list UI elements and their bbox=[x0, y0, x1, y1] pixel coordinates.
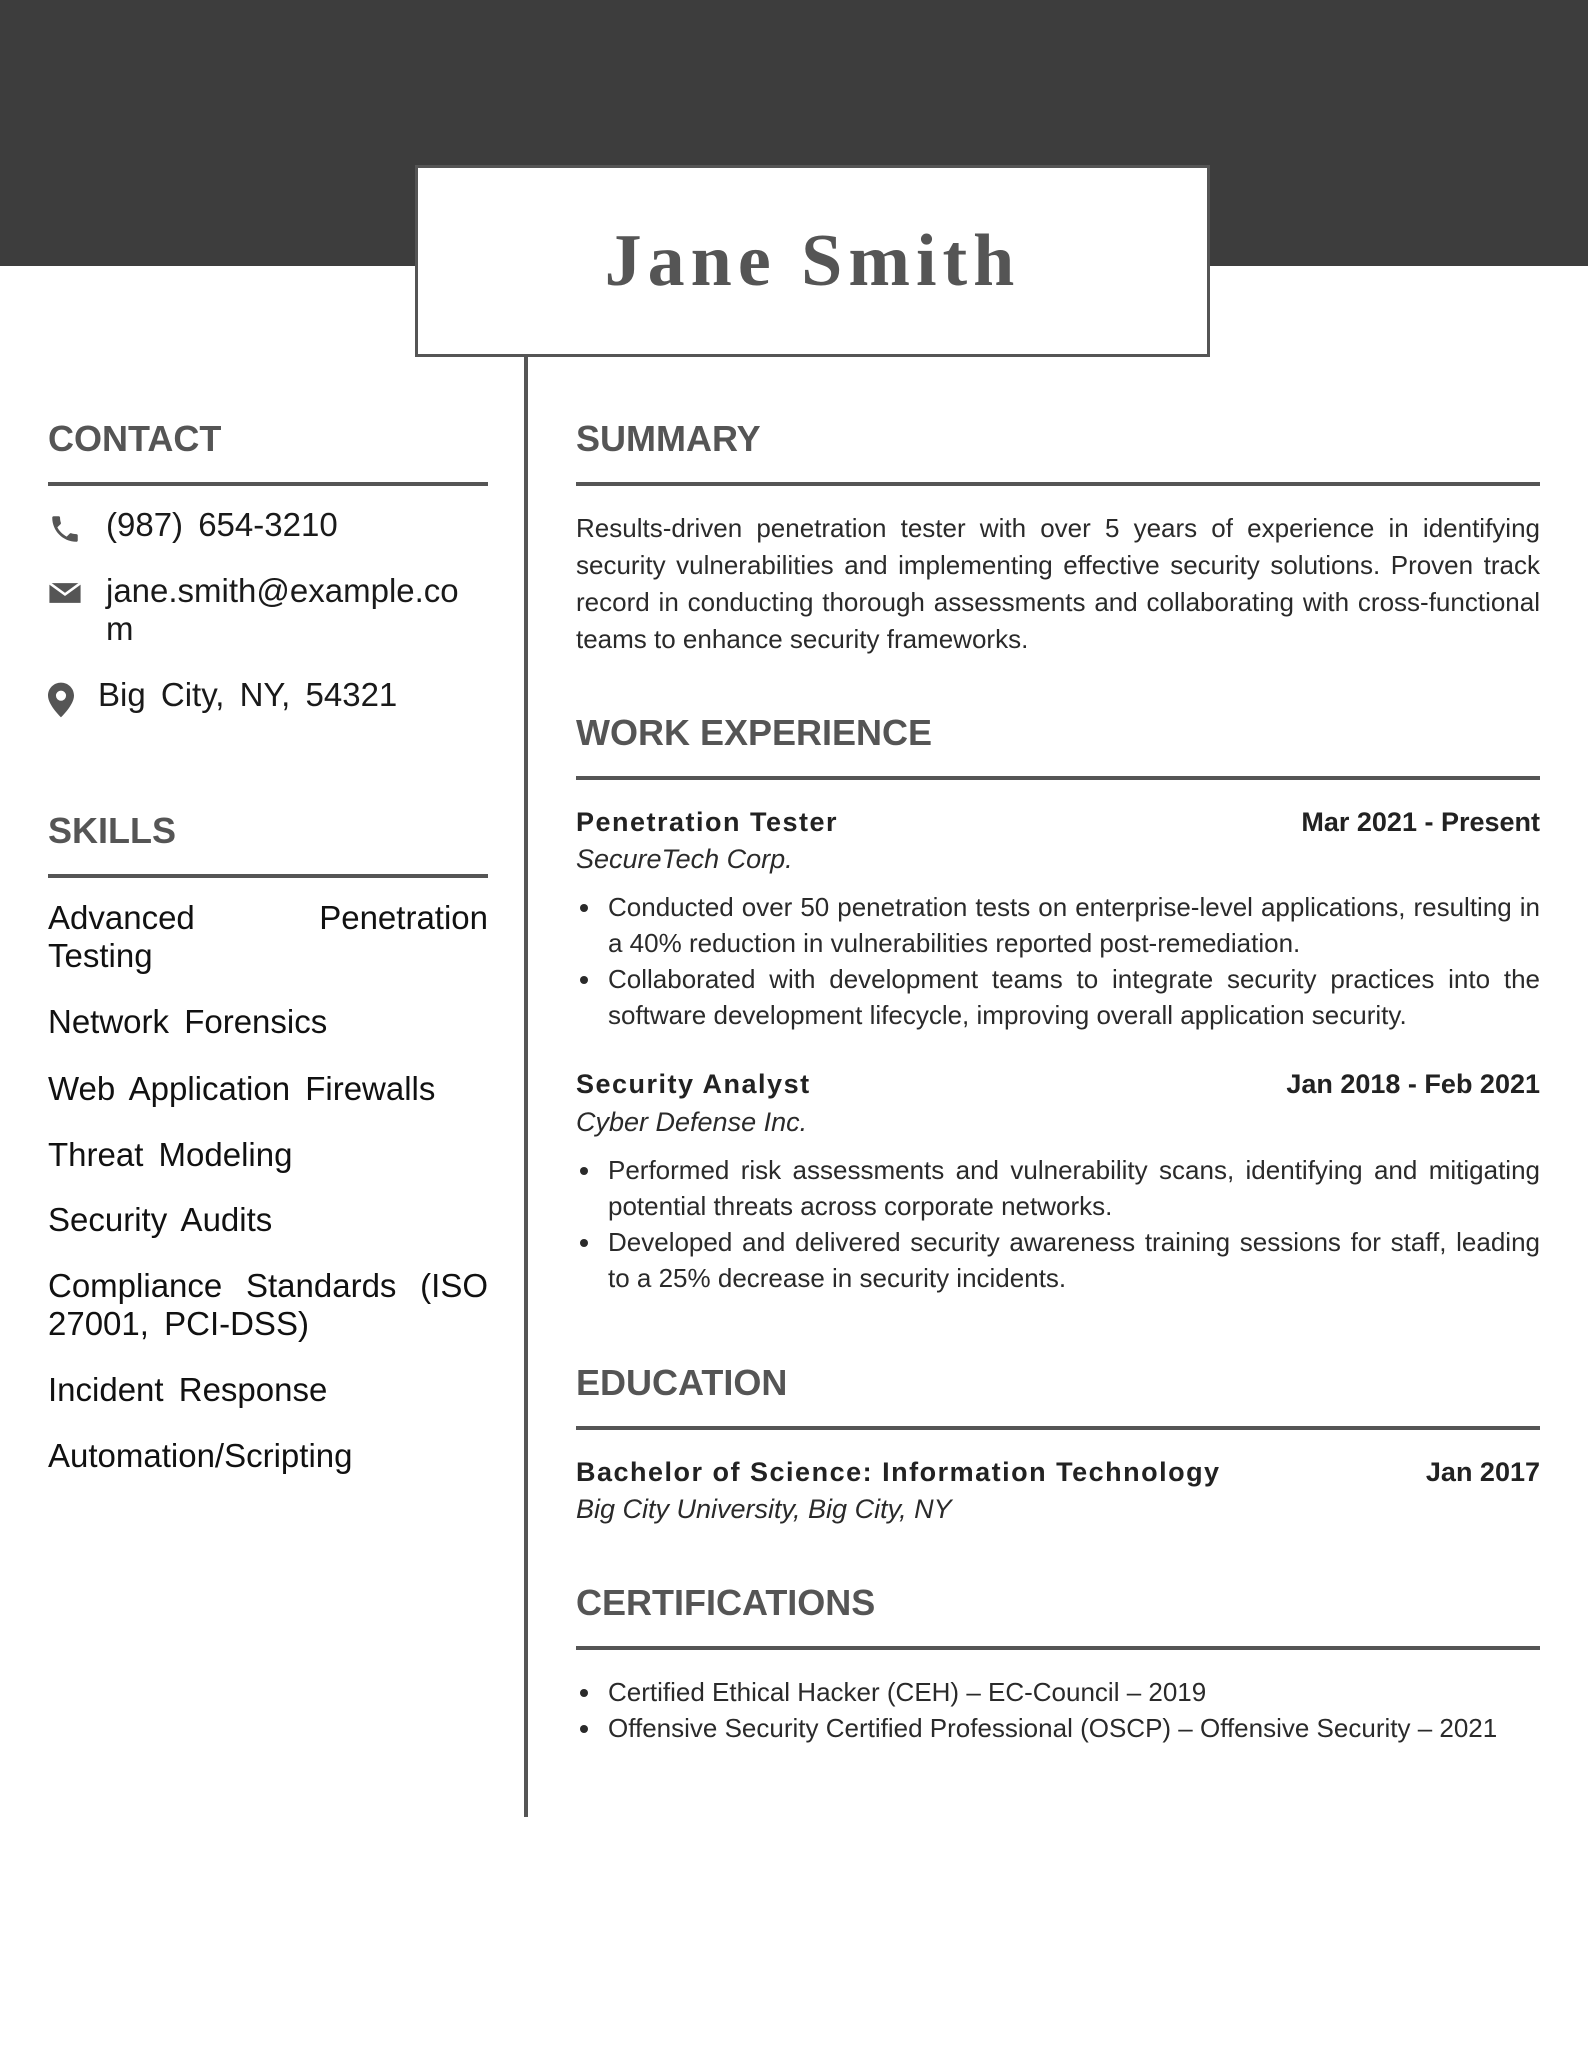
skill-item: Network Forensics bbox=[48, 1003, 328, 1040]
skill-item: Incident Response bbox=[48, 1371, 328, 1408]
school-name: Big City University, Big City, NY bbox=[576, 1494, 952, 1524]
job-bullets bbox=[576, 889, 1540, 1033]
summary-heading: SUMMARY bbox=[576, 418, 761, 459]
company-name: SecureTech Corp. bbox=[576, 844, 793, 874]
certifications-heading: CERTIFICATIONS bbox=[576, 1582, 876, 1623]
work-rule bbox=[576, 776, 1540, 780]
certification-item: Certified Ethical Hacker (CEH) – EC-Council – 2019 bbox=[576, 1674, 1540, 1710]
map-pin-icon bbox=[48, 676, 98, 718]
job-bullets bbox=[576, 1152, 1540, 1296]
contact-phone bbox=[48, 506, 488, 546]
certifications-list bbox=[576, 1674, 1540, 1746]
column-divider bbox=[524, 357, 528, 1817]
skill-item: Security Audits bbox=[48, 1201, 273, 1238]
location-text: Big City, NY, 54321 bbox=[98, 676, 398, 713]
phone-text: (987) 654-3210 bbox=[106, 506, 338, 543]
certification-item: Offensive Security Certified Professional (OSCP) – Offensive Security – 2021 bbox=[576, 1710, 1540, 1746]
contact-rule bbox=[48, 482, 488, 486]
candidate-name: Jane Smith bbox=[604, 219, 1021, 302]
job-dates: Mar 2021 - Present bbox=[1301, 807, 1540, 837]
certifications-rule bbox=[576, 1646, 1540, 1650]
skill-item: Threat Modeling bbox=[48, 1136, 293, 1173]
job-title: Penetration Tester bbox=[576, 807, 839, 837]
education-rule bbox=[576, 1426, 1540, 1430]
degree-title: Bachelor of Science: Information Technology bbox=[576, 1457, 1221, 1487]
name-box bbox=[415, 165, 1210, 357]
bullet-item: Performed risk assessments and vulnerability scans, identifying and mitigating potential threats across corporate networks. bbox=[576, 1152, 1540, 1224]
bullet-item: Collaborated with development teams to integrate security practices into the software development lifecycle, improving overall application security. bbox=[576, 961, 1540, 1033]
skill-item: Advanced Penetration Testing bbox=[48, 899, 488, 974]
degree-date: Jan 2017 bbox=[1425, 1457, 1540, 1487]
education-heading: EDUCATION bbox=[576, 1362, 788, 1403]
skill-item: Compliance Standards (ISO 27001, PCI-DSS) bbox=[48, 1267, 488, 1342]
work-heading: WORK EXPERIENCE bbox=[576, 712, 933, 753]
skills-rule bbox=[48, 874, 488, 878]
phone-icon bbox=[48, 506, 106, 546]
skill-item: Web Application Firewalls bbox=[48, 1070, 436, 1107]
summary-text: Results-driven penetration tester with over 5 years of experience in identifying security vulnerabilities and implementing effective security solutions. Proven track record in conducting thorough assessments and collaborating with cross-functional teams to enhance security frameworks. bbox=[576, 513, 1540, 654]
contact-email bbox=[48, 572, 488, 648]
contact-location bbox=[48, 676, 488, 718]
bullet-item: Developed and delivered security awareness training sessions for staff, leading to a 25% decrease in security incidents. bbox=[576, 1224, 1540, 1296]
contact-heading: CONTACT bbox=[48, 418, 222, 459]
skill-item: Automation/Scripting bbox=[48, 1437, 353, 1474]
job-dates: Jan 2018 - Feb 2021 bbox=[1286, 1069, 1540, 1099]
skills-heading: SKILLS bbox=[48, 810, 177, 851]
summary-rule bbox=[576, 482, 1540, 486]
bullet-item: Conducted over 50 penetration tests on enterprise-level applications, resulting in a 40% reduction in vulnerabilities reported post-remediation. bbox=[576, 889, 1540, 961]
job-title: Security Analyst bbox=[576, 1069, 811, 1099]
company-name: Cyber Defense Inc. bbox=[576, 1107, 808, 1137]
envelope-icon bbox=[48, 572, 106, 648]
email-text: jane.smith@example.com bbox=[106, 572, 459, 647]
